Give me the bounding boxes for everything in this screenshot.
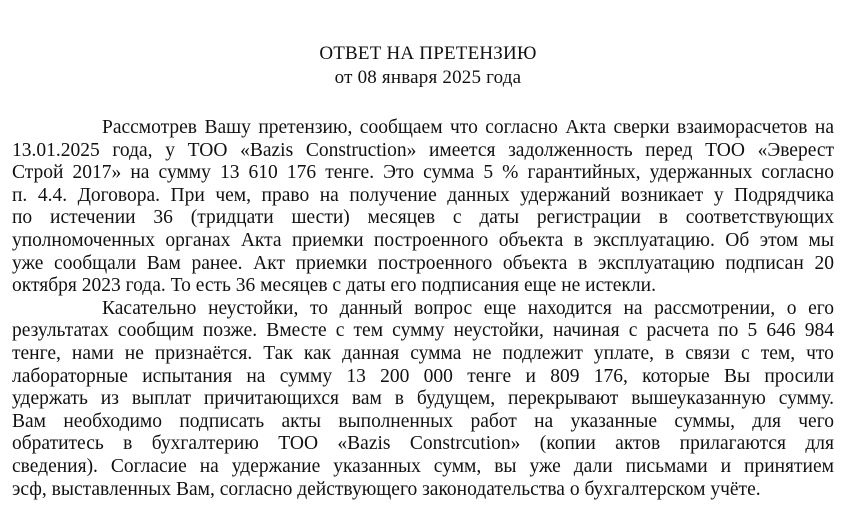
- body-line: п. 4.4. Договора. При чем, право на получение данных удержаний возникает у Подрядчика: [12, 184, 835, 206]
- body-line: октября 2023 года. То есть 36 месяцев с даты его подписания еще не истекли.: [12, 275, 656, 297]
- body-line: Строй 2017» на сумму 13 610 176 тенге. Это сумма 5 % гарантийных, удержанных согласно: [12, 162, 835, 184]
- body-line: Вам необходимо подписать акты выполненных работ на указанные суммы, для чего: [12, 410, 834, 432]
- document-date: от 08 января 2025 года: [334, 67, 522, 88]
- body-line: 13.01.2025 года, у ТОО «Bazis Construction» имеется задолженность перед ТОО «Эверест: [12, 139, 835, 161]
- document-title: ОТВЕТ НА ПРЕТЕНЗИЮ: [319, 43, 537, 64]
- body-line: эсф, выставленных Вам, согласно действующего законодательства о бухгалтерском учёте.: [12, 478, 761, 500]
- body-line: по истечении 36 (тридцати шести) месяцев с даты регистрации в соответствующих: [12, 207, 834, 229]
- document-body: [12, 117, 834, 501]
- body-line: Касательно неустойки, то данный вопрос еще находится на рассмотрении, о его: [102, 297, 835, 319]
- body-line: удержать из выплат причитающихся вам в будущем, перекрывают вышеуказанную сумму.: [12, 388, 834, 410]
- body-line: уже сообщали Вам ранее. Акт приемки построенного объекта в эксплуатацию подписан 20: [12, 252, 834, 274]
- body-line: результатах сообщим позже. Вместе с тем сумму неустойки, начиная с расчета по 5 646 984: [12, 320, 834, 342]
- body-line: Рассмотрев Вашу претензию, сообщаем что согласно Акта сверки взаиморасчетов на: [102, 117, 834, 138]
- body-line: уполномоченных органах Акта приемки построенного объекта в эксплуатацию. Об этом мы: [12, 229, 834, 251]
- body-line: тенге, нами не признаётся. Так как данная сумма не подлежит уплате, в связи с тем, что: [12, 342, 834, 364]
- title-block: [0, 42, 856, 90]
- body-line: лабораторные испытания на сумму 13 200 000 тенге и 809 176, которые Вы просили: [12, 365, 835, 387]
- body-line: обратитесь в бухгалтерию ТОО «Bazis Constrcution» (копии актов прилагаются для: [12, 433, 834, 455]
- body-line: сведения). Согласие на удержание указанных сумм, вы уже дали письмами и принятием: [12, 455, 834, 477]
